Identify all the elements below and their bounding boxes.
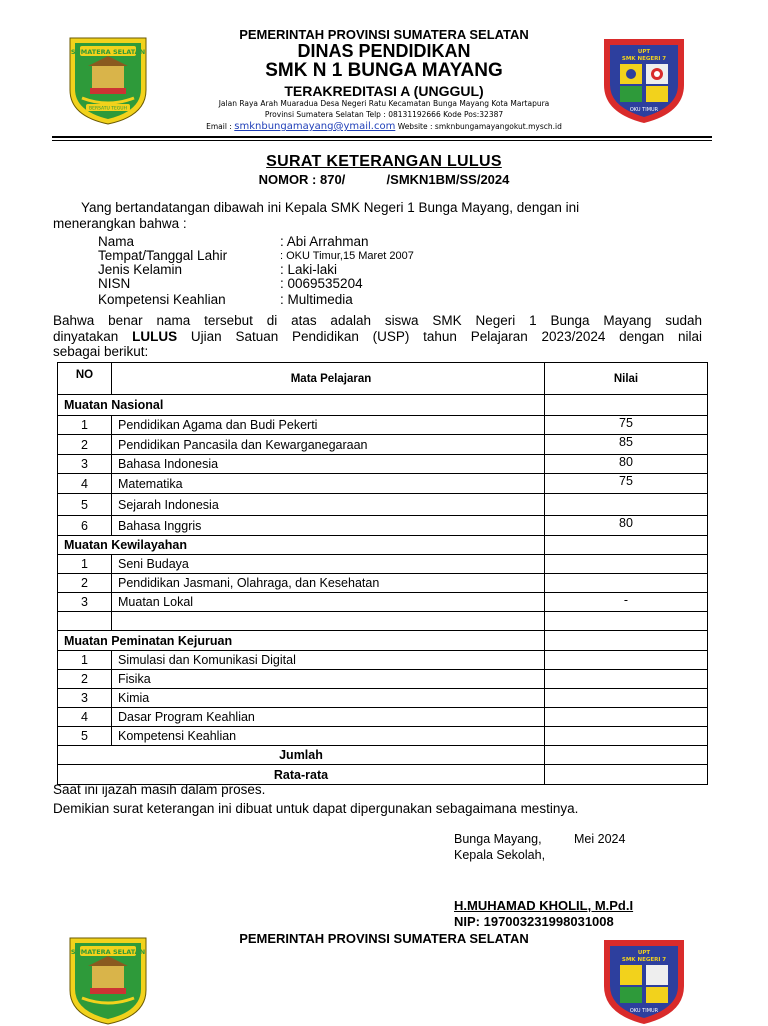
row-score: 80 [545,516,708,536]
document-number [0,172,768,187]
row-subject: Bahasa Indonesia [112,455,545,474]
row-score [545,651,708,670]
row-subject: Pendidikan Pancasila dan Kewarganegaraan [112,435,545,455]
header-divider [52,136,712,138]
email-label: Email : [206,122,232,131]
row-no: 1 [58,416,112,435]
student-competency-value: : Multimedia [280,292,353,307]
intro-line1: Yang bertandatangan dibawah ini Kepala SMK Negeri 1 Bunga Mayang, dengan ini [81,200,580,215]
header-divider-thin [52,140,712,141]
row-no: 4 [58,708,112,727]
row-subject: Pendidikan Agama dan Budi Pekerti [112,416,545,435]
svg-text:UPT: UPT [637,950,651,956]
row-score [545,574,708,593]
total-row [58,746,708,765]
student-name-label: Nama [98,234,135,249]
row-subject: Seni Budaya [112,555,545,574]
header-contact: Provinsi Sumatera Selatan Telp : 08131192666 Kode Pos:32387 [264,110,504,119]
row-no: 5 [58,727,112,746]
empty-cell [112,612,545,631]
student-birth-value: : OKU Timur,15 Maret 2007 [280,250,414,262]
row-score: 75 [545,416,708,435]
statement-line1: Bahwa benar nama tersebut di atas adalah siswa SMK Negeri 1 Bunga Mayang sudah [53,313,702,328]
section-row [58,536,708,555]
table-row [58,708,708,727]
section-score-cell [545,631,708,651]
row-no: 5 [58,494,112,516]
row-score: - [545,593,708,612]
empty-cell [58,612,112,631]
row-no: 1 [58,651,112,670]
row-subject: Kimia [112,689,545,708]
svg-text:SUMATERA SELATAN: SUMATERA SELATAN [70,948,146,956]
section-vocational: Muatan Peminatan Kejuruan [58,631,545,651]
signature-nip: NIP: 197003231998031008 [454,914,614,929]
signature-role: Kepala Sekolah, [454,848,546,862]
total-value [545,746,708,765]
empty-cell [545,612,708,631]
section-row [58,631,708,651]
row-no: 6 [58,516,112,536]
header-score: Nilai [545,363,708,395]
row-subject: Pendidikan Jasmani, Olahraga, dan Kesehatan [112,574,545,593]
row-score [545,689,708,708]
section-score-cell [545,536,708,555]
intro-line2: menerangkan bahwa : [53,216,187,231]
table-row [58,651,708,670]
row-no: 4 [58,474,112,494]
table-row [58,474,708,494]
row-subject: Matematika [112,474,545,494]
table-row [58,593,708,612]
student-gender-value: : Laki-laki [280,262,338,277]
row-score: 80 [545,455,708,474]
row-subject: Kompetensi Keahlian [112,727,545,746]
svg-text:SMK NEGERI 7: SMK NEGERI 7 [621,957,667,963]
header-email-line [0,121,768,132]
signature-place: Bunga Mayang, [454,832,542,846]
statement-lulus: LULUS [132,329,178,344]
section-regional: Muatan Kewilayahan [58,536,545,555]
row-score [545,708,708,727]
row-no: 3 [58,689,112,708]
footer-government: PEMERINTAH PROVINSI SUMATERA SELATAN [239,931,529,946]
row-subject: Sejarah Indonesia [112,494,545,516]
row-score: 75 [545,474,708,494]
table-row [58,670,708,689]
svg-text:UPT: UPT [637,49,651,55]
header-subject: Mata Pelajaran [112,363,545,395]
section-national: Muatan Nasional [58,395,545,416]
section-score-cell [545,395,708,416]
student-nisn-value: : 0069535204 [280,276,363,291]
empty-row [58,612,708,631]
svg-text:OKU TIMUR: OKU TIMUR [629,107,659,113]
student-name-value: : Abi Arrahman [280,234,369,249]
header-government: PEMERINTAH PROVINSI SUMATERA SELATAN [239,27,529,42]
student-nisn-label: NISN [98,276,131,291]
document-title: SURAT KETERANGAN LULUS [266,153,502,170]
table-row [58,574,708,593]
statement-line2 [53,329,702,345]
row-score [545,670,708,689]
row-subject: Dasar Program Keahlian [112,708,545,727]
row-score [545,494,708,516]
header-school-name: SMK N 1 BUNGA MAYANG [265,60,503,81]
statement-pre: dinyatakan [53,329,119,344]
table-row [58,516,708,536]
signature-date: Mei 2024 [574,832,626,846]
svg-text:OKU TIMUR: OKU TIMUR [629,1008,659,1014]
total-label: Jumlah [58,746,545,765]
table-row [58,494,708,516]
table-row [58,455,708,474]
row-subject: Bahasa Inggris [112,516,545,536]
table-row [58,727,708,746]
row-score [545,727,708,746]
number-suffix: /SMKN1BM/SS/2024 [386,172,510,187]
school-emblem-logo-footer [600,936,688,1024]
row-score: 85 [545,435,708,455]
svg-text:SUMATERA SELATAN: SUMATERA SELATAN [70,48,146,56]
row-subject: Simulasi dan Komunikasi Digital [112,651,545,670]
student-birth-label: Tempat/Tanggal Lahir [98,248,228,263]
header-department: DINAS PENDIDIKAN [297,41,471,61]
table-row [58,689,708,708]
row-subject: Muatan Lokal [112,593,545,612]
svg-text:BERSATU TEGUH: BERSATU TEGUH [89,106,127,112]
row-score [545,555,708,574]
average-label: Rata-rata [58,765,545,785]
table-row [58,435,708,455]
header-no: NO [58,363,112,395]
table-row [58,416,708,435]
row-subject: Fisika [112,670,545,689]
student-gender-label: Jenis Kelamin [98,262,183,277]
row-no: 2 [58,670,112,689]
province-emblem-logo-footer [66,934,150,1026]
statement-line3: sebagai berikut: [53,344,149,359]
statement-post: Ujian Satuan Pendidikan (USP) tahun Pelajaran 2023/2024 dengan nilai [190,329,702,344]
row-no: 2 [58,574,112,593]
website-text: Website : smknbungamayangokut.mysch.id [397,122,562,131]
number-prefix: NOMOR : 870/ [258,172,346,187]
header-address: Jalan Raya Arah Muaradua Desa Negeri Ratu Kecamatan Bunga Mayang Kota Martapura [218,99,550,108]
table-row [58,555,708,574]
email-link[interactable]: smknbungamayang@ymail.com [234,121,396,132]
row-no: 1 [58,555,112,574]
svg-text:SMK NEGERI 7: SMK NEGERI 7 [621,56,667,62]
note-closing: Demikian surat keterangan ini dibuat untuk dapat dipergunakan sebagaimana mestinya. [53,801,579,816]
student-competency-label: Kompetensi Keahlian [98,292,226,307]
header-accreditation: TERAKREDITASI A (UNGGUL) [284,83,484,99]
grades-table [57,362,708,785]
section-row [58,395,708,416]
row-no: 3 [58,593,112,612]
table-header-row [58,363,708,395]
row-no: 3 [58,455,112,474]
signature-name: H.MUHAMAD KHOLIL, M.Pd.I [454,898,634,913]
note-ijazah: Saat ini ijazah masih dalam proses. [53,782,266,797]
row-no: 2 [58,435,112,455]
